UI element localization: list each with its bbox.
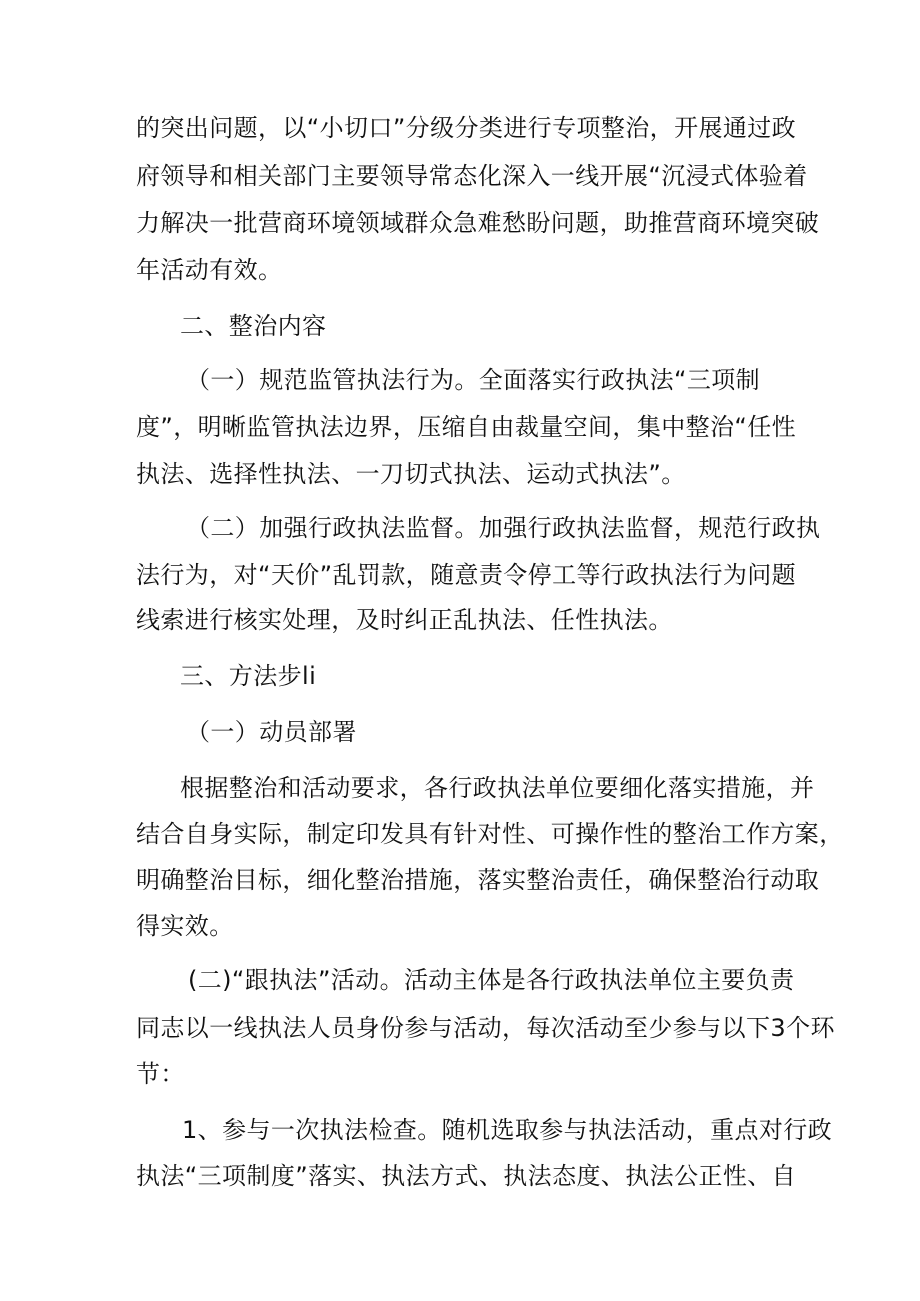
paragraph-line: 力解决一批营商环境领域群众急难愁盼问题，助推营商环境突破 xyxy=(136,209,820,237)
paragraph-line: 同志以一线执法人员身份参与活动，每次活动至少参与以下3个环 xyxy=(136,1014,835,1042)
paragraph-line: 明确整治目标，细化整治措施，落实整治责任，确保整治行动取 xyxy=(136,866,820,894)
paragraph-line: 的突出问题，以“小切口”分级分类进行专项整治，开展通过政 xyxy=(136,114,797,142)
section-heading: 三、方法步li xyxy=(180,662,317,690)
paragraph-line: （二）加强行政执法监督。加强行政执法监督，规范行政执 xyxy=(186,514,821,542)
section-heading: 二、整治内容 xyxy=(180,312,327,340)
paragraph-line: 得实效。 xyxy=(136,912,234,940)
paragraph-line: 根据整治和活动要求，各行政执法单位要细化落实措施，并 xyxy=(180,774,815,802)
paragraph-line: 节： xyxy=(136,1060,185,1088)
paragraph-line: (二)“跟执法”活动。活动主体是各行政执法单位主要负责 xyxy=(188,966,795,994)
paragraph-line: 度”，明晰监管执法边界，压缩自由裁量空间，集中整治“任性 xyxy=(136,413,797,441)
subsection-heading: （一）动员部署 xyxy=(186,718,357,746)
paragraph-line: 年活动有效。 xyxy=(136,256,283,284)
paragraph-line: （一）规范监管执法行为。全面落实行政执法“三项制 xyxy=(186,366,761,394)
paragraph-line: 执法、选择性执法、一刀切式执法、运动式执法”。 xyxy=(136,460,686,488)
paragraph-line: 结合自身实际，制定印发具有针对性、可操作性的整治工作方案， xyxy=(136,820,844,848)
paragraph-line: 线索进行核实处理，及时纠正乱执法、任性执法。 xyxy=(136,606,673,634)
paragraph-line: 1、参与一次执法检查。随机选取参与执法活动，重点对行政 xyxy=(182,1116,833,1144)
paragraph-line: 府领导和相关部门主要领导常态化深入一线开展“沉浸式体验着 xyxy=(136,162,808,190)
paragraph-line: 执法“三项制度”落实、执法方式、执法态度、执法公正性、自 xyxy=(136,1162,797,1190)
paragraph-line: 法行为，对“天价”乱罚款，随意责令停工等行政执法行为问题 xyxy=(136,561,797,589)
